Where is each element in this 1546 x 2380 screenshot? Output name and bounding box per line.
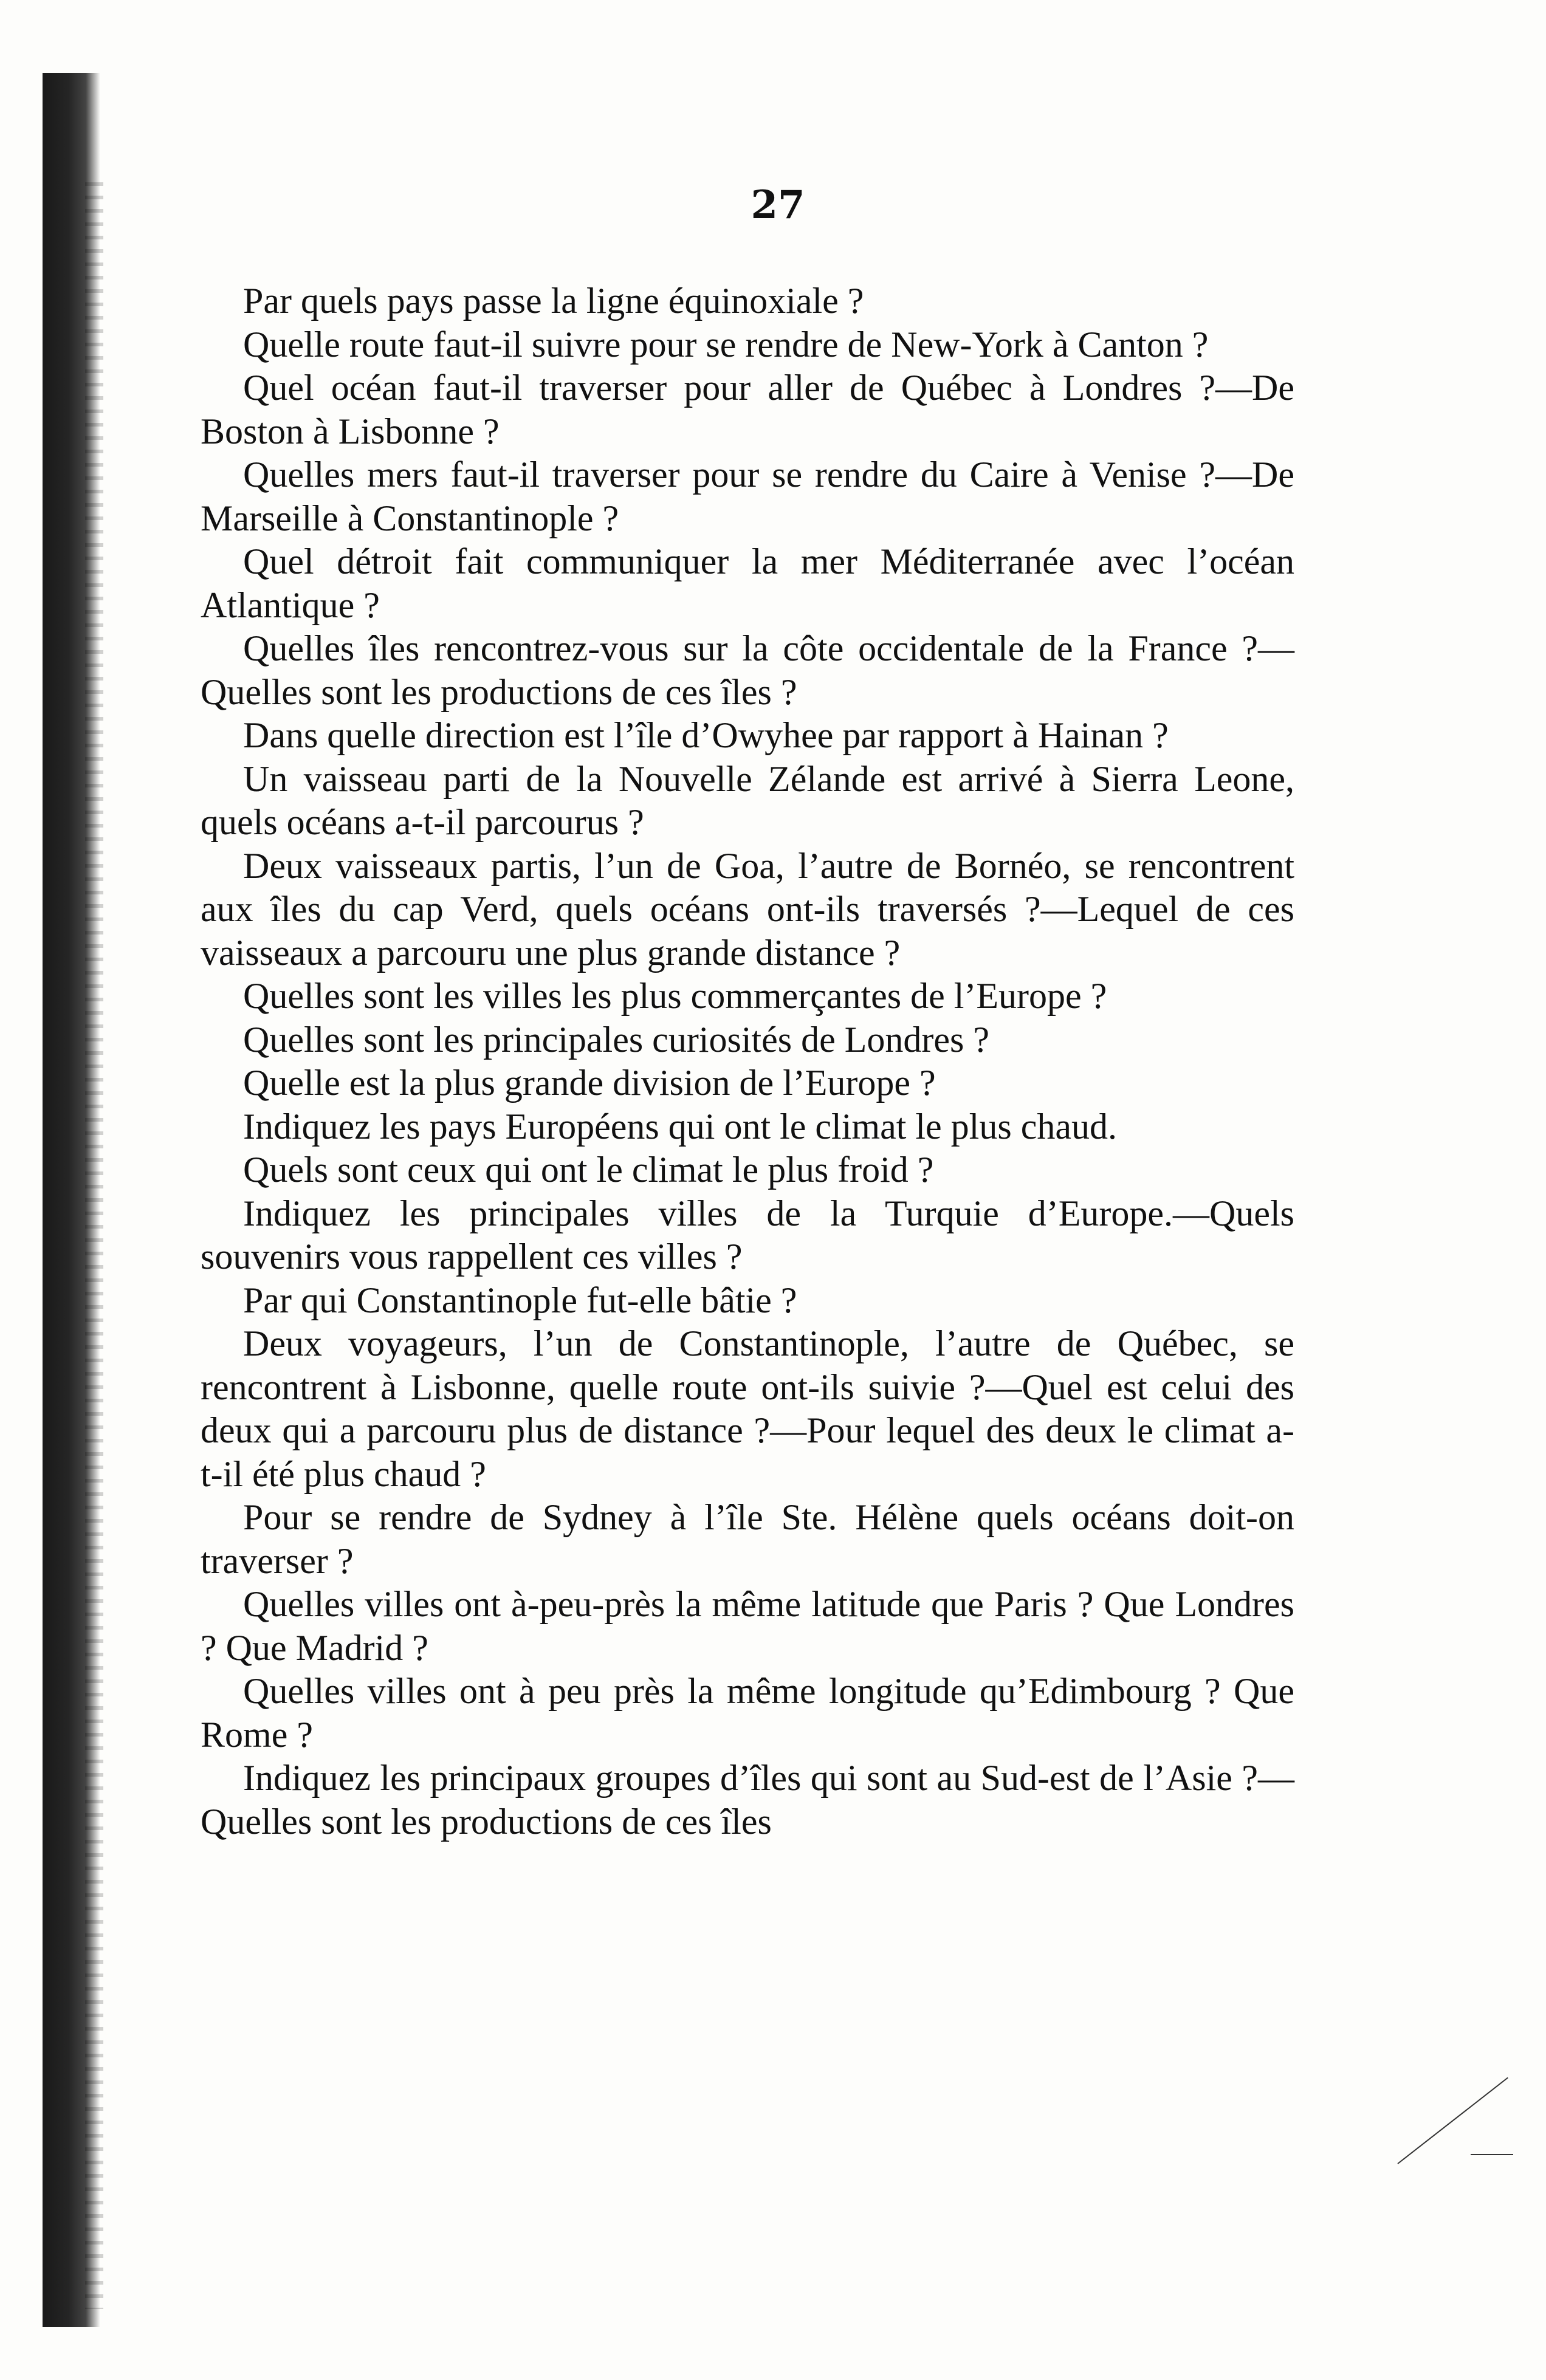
pencil-mark (1397, 2077, 1508, 2164)
question-paragraph: Indiquez les principaux groupes d’îles qui sont au Sud-est de l’Asie ?—Quelles sont les productions de ces îles (201, 1758, 1294, 1842)
question-paragraph: Pour se rendre de Sydney à l’île Ste. Hélène quels océans doit-on traverser ? (201, 1497, 1294, 1581)
page-number: 27 (751, 182, 805, 228)
question-paragraph: Indiquez les pays Européens qui ont le climat le plus chaud. (243, 1106, 1117, 1147)
question-paragraph: Quelles villes ont à peu près la même longitude qu’Edimbourg ? Que Rome ? (201, 1671, 1294, 1755)
pencil-mark (1471, 2154, 1513, 2155)
question-paragraph: Un vaisseau parti de la Nouvelle Zélande est arrivé à Sierra Leone, quels océans a-t-il parcourus ? (201, 758, 1294, 842)
question-paragraph: Quelle route faut-il suivre pour se rendre de New-York à Canton ? (243, 324, 1209, 365)
question-paragraph: Quelles villes ont à-peu-près la même latitude que Paris ? Que Londres ? Que Madrid ? (201, 1584, 1294, 1668)
question-paragraph: Quel océan faut-il traverser pour aller de Québec à Londres ?—De Boston à Lisbonne ? (201, 368, 1294, 451)
question-paragraph: Quelle est la plus grande division de l’Europe ? (243, 1063, 936, 1103)
question-paragraph: Quelles sont les villes les plus commerçantes de l’Europe ? (243, 976, 1107, 1016)
question-paragraph: Quelles sont les principales curiosités de Londres ? (243, 1019, 990, 1060)
question-paragraph: Quels sont ceux qui ont le climat le plus froid ? (243, 1150, 934, 1190)
question-paragraph: Quel détroit fait communiquer la mer Méditerranée avec l’océan Atlantique ? (201, 541, 1294, 625)
question-paragraph: Quelles mers faut-il traverser pour se rendre du Caire à Venise ?—De Marseille à Constantinople ? (201, 454, 1294, 538)
question-paragraph: Deux voyageurs, l’un de Constantinople, l’autre de Québec, se rencontrent à Lisbonne, quelle route ont-ils suivie ?—Quel est celui des deux qui a parcouru plus de distance ?—Pour lequel des deux le climat a-t-il été plus chaud ? (201, 1323, 1294, 1494)
binding-texture (85, 182, 103, 2309)
question-paragraph: Quelles îles rencontrez-vous sur la côte occidentale de la France ?—Quelles sont les productions de ces îles ? (201, 628, 1294, 712)
question-paragraph: Indiquez les principales villes de la Turquie d’Europe.—Quels souvenirs vous rappellent ces villes ? (201, 1193, 1294, 1277)
question-paragraph: Par qui Constantinople fut-elle bâtie ? (243, 1280, 797, 1320)
question-paragraph: Deux vaisseaux partis, l’un de Goa, l’autre de Bornéo, se rencontrent aux îles du cap Verd, quels océans ont-ils traversés ?—Lequel de ces vaisseaux a parcouru une plus grande distance ? (201, 845, 1294, 973)
question-paragraph: Dans quelle direction est l’île d’Owyhee par rapport à Hainan ? (243, 715, 1169, 755)
question-paragraph: Par quels pays passe la ligne équinoxiale ? (243, 281, 864, 321)
question-list (201, 279, 1294, 1843)
